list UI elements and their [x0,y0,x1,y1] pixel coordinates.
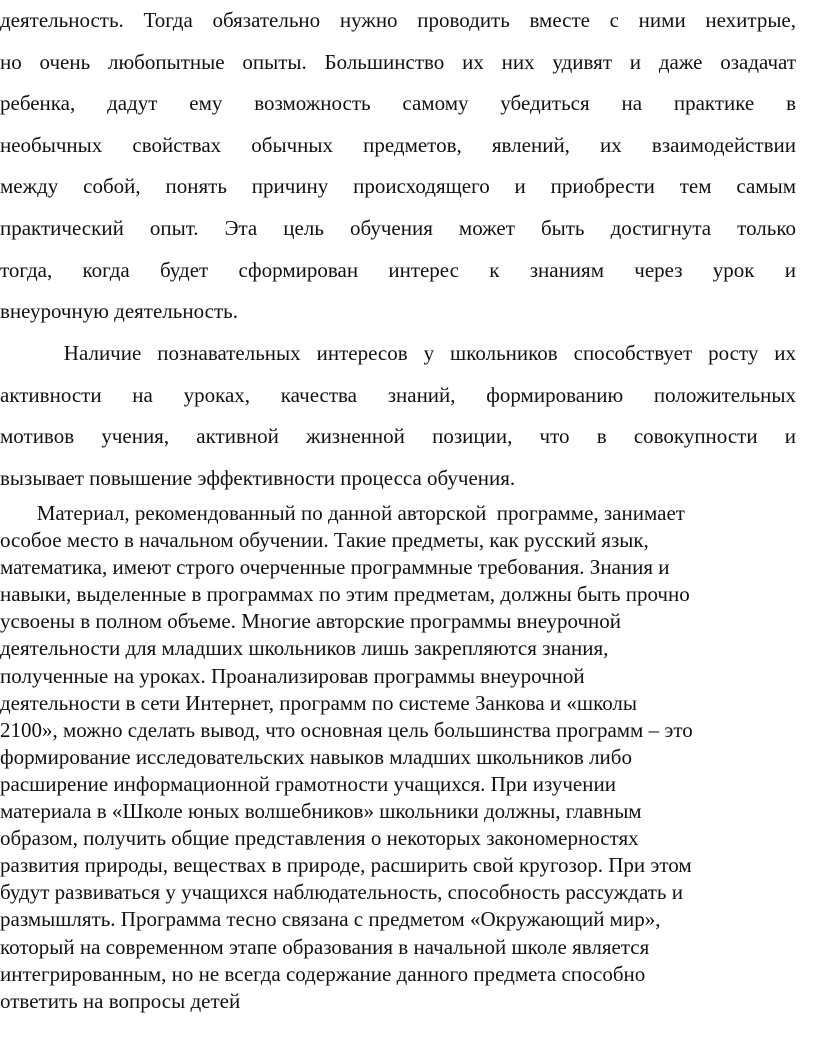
text-line: мотивов учения, активной жизненной позиции, что в совокупности и [0,424,796,449]
text-line: который на современном этапе образования в начальной школе является [0,934,650,959]
text-line: интегрированным, но не всегда содержание данного предмета способно [0,961,646,986]
text-line: математика, имеют строго очерченные программные требования. Знания и [0,555,670,580]
text-line: вызывает повышение эффективности процесса обучения. [0,465,516,490]
text-line: полученные на уроках. Проанализировав программы внеурочной [0,663,585,688]
paragraph-cognitive-interests [0,333,796,499]
text-line: но очень любопытные опыты. Большинство их них удивят и даже озадачат [0,49,796,74]
text-line: практический опыт. Эта цель обучения может быть достигнута только [0,215,796,240]
text-line: необычных свойствах обычных предметов, явлений, их взаимодействии [0,132,796,157]
text-line: расширение информационной грамотности учащихся. При изучении [0,771,616,796]
paragraph-program-material [0,500,796,1015]
text-line: Наличие познавательных интересов у школьников способствует росту их [0,341,796,365]
text-line: деятельность. Тогда обязательно нужно проводить вместе с ними нехитрые, [0,8,796,32]
text-line: ответить на вопросы детей [0,988,241,1013]
text-line: особое место в начальном обучении. Такие предметы, как русский язык, [0,528,649,553]
text-line: Материал, рекомендованный по данной авторской программе, занимает [0,501,685,525]
text-line: образом, получить общие представления о некоторых закономерностях [0,826,639,851]
text-line: деятельности для младших школьников лишь закрепляются знания, [0,636,609,661]
text-line: ребенка, дадут ему возможность самому убедиться на практике в [0,91,796,116]
text-line: формирование исследовательских навыков младших школьников либо [0,744,632,769]
text-line: будут развиваться у учащихся наблюдательность, способность рассуждать и [0,880,683,905]
text-line: усвоены в полном объеме. Многие авторские программы внеурочной [0,609,622,634]
text-line: деятельности в сети Интернет, программ по системе Занкова и «школы [0,690,638,715]
text-line: материала в «Школе юных волшебников» школьники должны, главным [0,799,642,824]
text-line: между собой, понять причину происходящего и приобрести тем самым [0,174,796,199]
text-line: тогда, когда будет сформирован интерес к знаниям через урок и [0,257,796,282]
text-line: внеурочную деятельность. [0,299,238,324]
text-line: развития природы, веществах в природе, расширить свой кругозор. При этом [0,853,692,878]
text-line: 2100», можно сделать вывод, что основная цель большинства программ – это [0,717,693,742]
paragraph-experiments [0,0,796,333]
text-line: навыки, выделенные в программах по этим предметам, должны быть прочно [0,582,690,607]
text-line: активности на уроках, качества знаний, формированию положительных [0,382,796,407]
text-line: размышлять. Программа тесно связана с предметом «Окружающий мир», [0,907,661,932]
